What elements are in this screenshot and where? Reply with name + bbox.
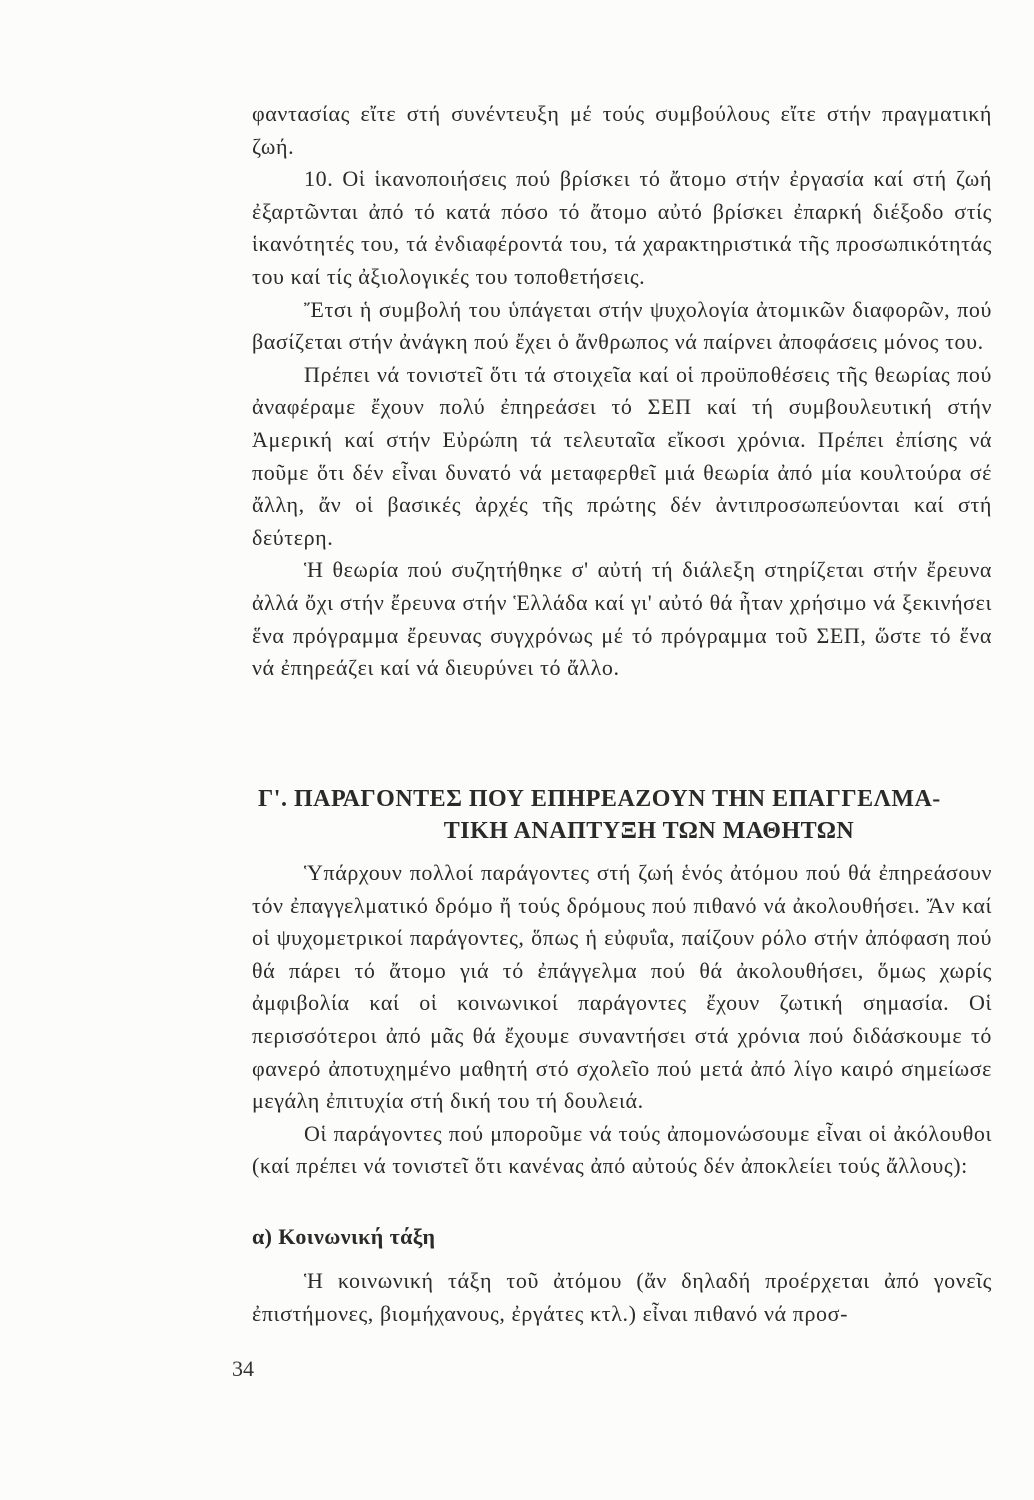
paragraph: Ἡ κοινωνική τάξη τοῦ ἀτόμου (ἄν δηλαδή προέρχεται ἀπό γονεῖς ἐπιστήμονες, βιομήχανους, ἐργάτες κτλ.) εἶναι πιθανό νά προσ- bbox=[252, 1268, 992, 1326]
paragraph: 10. Οἱ ἱκανοποιήσεις πού βρίσκει τό ἄτομο στήν ἐργασία καί στή ζωή ἐξαρτῶνται ἀπό τό κατά πόσο τό ἄτομο αὐτό βρίσκει ἐπαρκή διέξοδο στίς ἱκανότητές του, τά ἐνδιαφέροντά του, τά χαρακτηριστικά τῆς προσωπικότητάς του καί τίς ἀξιολογικές του τοποθετήσεις. bbox=[252, 166, 992, 289]
paragraph: Ὑπάρχουν πολλοί παράγοντες στή ζωή ἑνός ἀτόμου πού θά ἐπηρεάσουν τόν ἐπαγγελματικό δρόμο ἤ τούς δρόμους πού πιθανό νά ἀκολουθήσει. Ἄν καί οἱ ψυχομετρικοί παράγοντες, ὅπως ἡ εὐφυΐα, παίζουν ρόλο στήν ἀπόφαση πού θά πάρει τό ἄτομο γιά τό ἐπάγγελμα πού θά ἀκολουθήσει, ὅμως χωρίς ἀμφιβολία καί οἱ κοινωνικοί παράγοντες ἔχουν ζωτική σημασία. Οἱ περισσότεροι ἀπό μᾶς θά ἔχουμε συναντήσει στά χρόνια πού διδάσκουμε τό φανερό ἀποτυχημένο μαθητή στό σχολεῖο πού μετά ἀπό λίγο καιρό σημείωσε μεγάλη ἐπιτυχία στή δική του τή δουλειά. bbox=[252, 860, 992, 1114]
text-block-top bbox=[252, 98, 992, 685]
page-number: 34 bbox=[232, 1356, 254, 1381]
paragraph: Ἡ θεωρία πού συζητήθηκε σ' αὐτή τή διάλεξη στηρίζεται στήν ἔρευνα ἀλλά ὄχι στήν ἔρευνα στήν Ἑλλάδα καί γι' αὐτό θά ἦταν χρήσιμο νά ξεκινήσει ἕνα πρόγραμμα ἔρευνας συγχρόνως μέ τό πρόγραμμα τοῦ ΣΕΠ, ὥστε τό ἕνα νά ἐπηρεάζει καί νά διευρύνει τό ἄλλο. bbox=[252, 557, 992, 681]
section-heading-line2: ΤΙΚΗ ΑΝΑΠΤΥΞΗ ΤΩΝ ΜΑΘΗΤΩΝ bbox=[443, 818, 855, 844]
section-heading-line1: Γ'. ΠΑΡΑΓΟΝΤΕΣ ΠΟΥ ΕΠΗΡΕΑΖΟΥΝ ΤΗΝ ΕΠΑΓΓΕΛΜΑ- bbox=[258, 786, 941, 812]
text-block-mid bbox=[252, 857, 992, 1183]
section-heading bbox=[258, 783, 1000, 847]
paragraph: Οἱ παράγοντες πού μποροῦμε νά τούς ἀπομονώσουμε εἶναι οἱ ἀκόλουθοι (καί πρέπει νά τονιστεῖ ὅτι κανένας ἀπό αὐτούς δέν ἀποκλείει τούς ἄλλους): bbox=[252, 1120, 992, 1179]
paragraph: Πρέπει νά τονιστεῖ ὅτι τά στοιχεῖα καί οἱ προϋποθέσεις τῆς θεωρίας πού ἀναφέραμε ἔχουν πολύ ἐπηρεάσει τό ΣΕΠ καί τή συμβουλευτική στήν Ἀμερική καί στήν Εὐρώπη τά τελευταῖα εἴκοσι χρόνια. Πρέπει ἐπίσης νά ποῦμε ὅτι δέν εἶναι δυνατό νά μεταφερθεῖ μιά θεωρία ἀπό μία κουλτούρα σέ ἄλλη, ἄν οἱ βασικές ἀρχές τῆς πρώτης δέν ἀντιπροσωπεύονται καί στή δεύτερη. bbox=[252, 361, 992, 550]
paragraph: Ἔτσι ἡ συμβολή του ὑπάγεται στήν ψυχολογία ἀτομικῶν διαφορῶν, πού βασίζεται στήν ἀνάγκη πού ἔχει ὁ ἄνθρωπος νά παίρνει ἀποφάσεις μόνος του. bbox=[252, 296, 992, 355]
text-block-bottom bbox=[252, 1265, 992, 1330]
paragraph: φαντασίας εἴτε στή συνέντευξη μέ τούς συμβούλους εἴτε στήν πραγματική ζωή. bbox=[252, 101, 992, 159]
subsection-heading: α) Κοινωνική τάξη bbox=[252, 1224, 436, 1249]
